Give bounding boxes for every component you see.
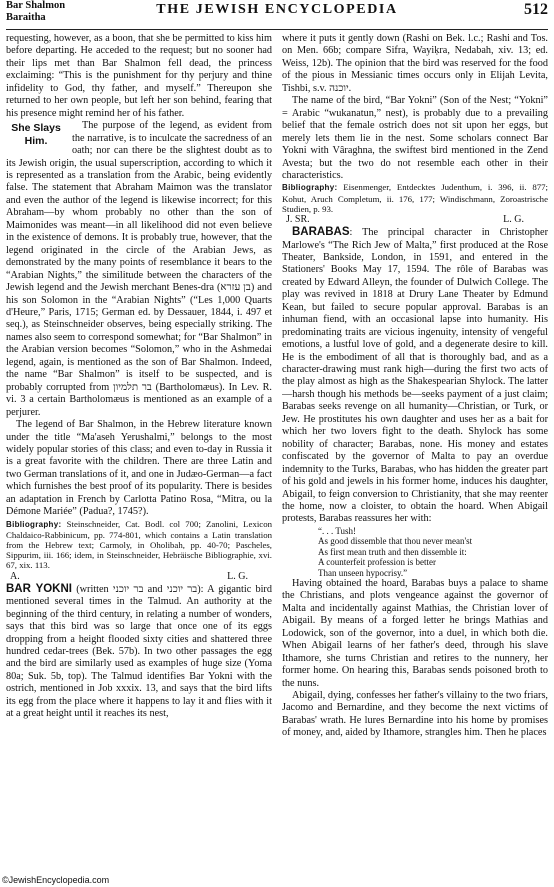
verse-line: A counterfeit profession is better bbox=[318, 557, 436, 568]
paragraph: Abigail, dying, confesses her father's villainy to the two friars, Jacomo and Bernardine, and they become the next victims of Barabas' wrath. He lures Bernardine into his home by promises of money, and, aided by Ithamore, strangles him. Then he places bbox=[282, 690, 548, 739]
right-column bbox=[282, 33, 548, 869]
page-header bbox=[6, 0, 548, 28]
paragraph: Having obtained the hoard, Barabas buys a palace to shame the Christians, and plots vengeance against the governor of Malta and incidentally against Mathias, the Christian lover of Abigail. By means of a forged letter he brings Mathias and Lodowick, son of the governor, into a duel, in which both die. When Abigail learns of her father's deed, through his slave Ithamore, she turns Christian and retires to the nunnery, her former home. On hearing this, Barabas sends poisoned broth to the nuns. bbox=[282, 577, 548, 689]
entry-bar-yokni bbox=[6, 583, 272, 721]
verse-line: As good dissemble that thou never mean'st bbox=[318, 536, 473, 547]
signature bbox=[6, 571, 272, 583]
margin-heading: She Slays Him. bbox=[11, 122, 61, 148]
paragraph: The purpose of the legend, as evident from the narrative, is to inculcate the sacredness of an oath; nor can there be the slightest doubt as to its Jewish origin, the usual superscription, according to which it is represented as a translation from the Arabic, being evidently false. The statement that Abraham Maimon was the translator and even the author of the legend is likewise incorrect; for this Abraham—by whom probably no other than the son of Maimonides was meant—in all likelihood did not even believe in the existence of demons. It is probably true, however, that the legend originated in the circle of the Arabian Jews, as demonstrated by the many points of resemblance it bears to the “Arabian Nights,” the similitude between the characters of the Jewish legend and the Jewish merchant Benes-dra (בן עזרא) and his son Solomon in the “Arabian Nights” (“Les 1,000 Quarts d'Heure,” Paris, 1715; German ed. by Dessauer, 1844, i. 497 et seq.), as Steinschneider observes, being especially striking. The names also seem to correspond somewhat; for “Bar Shalmon” in the Arabian version becomes “Solomon,” who in the Ashmedai legend, again, is mentioned as the son of Bar Shalmon. Indeed, the name “Bar Shalmon” is itself to be suspected, and is probably corrupted from בר תלמיון (Bartholomæus). In Lev. R. vi. 3 a certain Bartholomæus is mentioned as an example of a perjurer. bbox=[6, 120, 272, 418]
signature-initials: J. SR. bbox=[286, 214, 310, 226]
verse-line: Than unseen hypocrisy.” bbox=[318, 567, 408, 578]
signature-author: L. G. bbox=[503, 214, 524, 226]
entry-title: BAR YOKNI bbox=[6, 582, 72, 595]
bibliography bbox=[6, 519, 272, 571]
entry-hebrew-variants: (written בר יוכני and בר יוכני) bbox=[76, 583, 201, 595]
running-head-text: Bar Shalmon Baraitha bbox=[6, 0, 66, 23]
paragraph: The legend of Bar Shalmon, in the Hebrew literature known under the title “Ma'aseh Yerushalmi,” belongs to the most widely popular stories of this class; and even to-day in Russia it is a great favorite with the children. There are three Latin and two German translations of it, and one in Judæo-German—a fact which furnishes the best proof of its popularity. There is besides an adaptation in French by Carlotta Patino Rosa, “Mitra, ou la Démone Mariée” (Padua?, 1745?). bbox=[6, 419, 272, 518]
page-number: 512 bbox=[524, 1, 548, 18]
entry-body: : A gigantic bird mentioned several times in the Talmud. An authority at the beginning of the third century, in relating a number of wonders, says that this bird was so large that once one of its eggs dropping from a height flooded sixty cities and shattered three hundred cedar-trees (Bek. 57b). In two other passages the egg and the bird are similarly used as examples of huge size (Yoma 80a; Suk. 5b, top). The Talmud identifies Bar Yokni with the ostrich, mentioned in Job xxxix. 13, and says that the bird lifts its egg from the place where it happens to lay it and flies with it at a great height until it reaches its nest, bbox=[6, 583, 272, 720]
left-column bbox=[6, 33, 272, 869]
bibliography-label: Bibliography: bbox=[282, 183, 338, 193]
verse-quotation bbox=[282, 526, 548, 578]
bibliography-text: Steinschneider, Cat. Bodl. col 700; Zanolini, Lexicon Chaldaico-Rabbinicum, pp. 774-801, which contains a Latin translation from the Hebrew text; Carmoly, in Oholibah, pp. 40-70; Pascheles, Sippurim, iii. 166; idem, in Steinschneider, Hebräische Bibliographie, xvi. 67, xix. 113. bbox=[6, 518, 272, 571]
entry-title: BARABAS bbox=[292, 226, 350, 239]
verse-line: As first mean truth and then dissemble it: bbox=[318, 546, 467, 557]
bibliography-text: Eisenmenger, Entdecktes Judenthum, i. 396, ii. 877; Kohut, Aruch Completum, ii. 176, 177; Windischmann, Zoroastrische Studien, p. 93. bbox=[282, 182, 548, 214]
bibliography bbox=[282, 182, 548, 214]
entry-body: : The principal character in Christopher Marlowe's “The Rich Jew of Malta,” first produced at the Rose Theater, Bankside, London, in 1591, and entered in the Stationers' Books May 17, 1594. The rôle of Barabas was created by Edward Alleyn, the founder of Dulwich College. The play was revived in 1818 at Drury Lane Theater by Edmund Kean, but failed to secure popular approval. Barabas is an inhuman fiend, with an occasional lapse into humanity. His predominating traits are vicious ingenuity, intensity of vengeful emotions, a lustful love of gold, and a degenerate desire to kill. He is the embodiment of all that is thoroughly bad, and as a character-drawing must rank high—during the first two acts of the play almost as high as the Shakespearian Shylock. The latter—harsh though his methods be—seeks payment of a just claim; Barabas seeks revenge on all humanity—Christian, or Turk, or Jew. He prostitutes his own daughter and uses her as a bait for which her two lovers fight to the death. Shylock has some nobility of character; Barabas, none. His money and estates confiscated by the governor of Malta to pay an overdue indemnity to the Turks, Barabas, who has hidden the greater part of his gold and jewels in his former home, induces his daughter, Abigail, to feign conversion to Christianity, that she may reenter the home, now a cloister, to obtain the hoard. When Abigail protests, Barabas reassures her with: bbox=[282, 227, 548, 525]
signature bbox=[282, 214, 548, 226]
bibliography-label: Bibliography: bbox=[6, 519, 62, 529]
copyright-notice: ©JewishEncyclopedia.com bbox=[2, 875, 110, 885]
publication-title: THE JEWISH ENCYCLOPEDIA bbox=[156, 2, 398, 17]
signature-initials: A. bbox=[10, 570, 20, 582]
verse-line: “. . . Tush! bbox=[318, 525, 357, 536]
signature-author: L. G. bbox=[227, 570, 248, 582]
paragraph: The name of the bird, “Bar Yokni” (Son of the Nest; “Yokni” = Arabic “wukanatun,” nest), is probably due to a prevailing belief that the female ostrich does not sit upon her eggs, but merely lets them lie in the nest. Some scholars connect Bar Yokni with Vâraghna, the swiftest bird mentioned in the Zend Avesta; but the two do not resemble each other in their characteristics. bbox=[282, 95, 548, 181]
paragraph: where it puts it gently down (Rashi on Bek. l.c.; Rashi and Tos. on Men. 66b; compare Sifra, Wayiḳra, Nedabah, xiv. 13; ed. Weiss, 12b). The opinion that the bird was reserved for the food of the pious in Messianic times occurs only in Elijah Levita, Tishbi, s.v. יוכנה. bbox=[282, 33, 548, 94]
entry-barabas bbox=[282, 226, 548, 526]
paragraph: requesting, however, as a boon, that she be permitted to kiss him before departing. He acceded to the request; but no sooner had their lips met than Bar Shalmon fell dead, the princess exclaiming: “This is the punishment for thy perjury and thine infidelity to God, thy father, and myself.” Thereupon she returned to her own people, but left her son behind, fearing that his presence might remind her of his father. bbox=[6, 33, 272, 119]
header-rule bbox=[6, 29, 548, 30]
